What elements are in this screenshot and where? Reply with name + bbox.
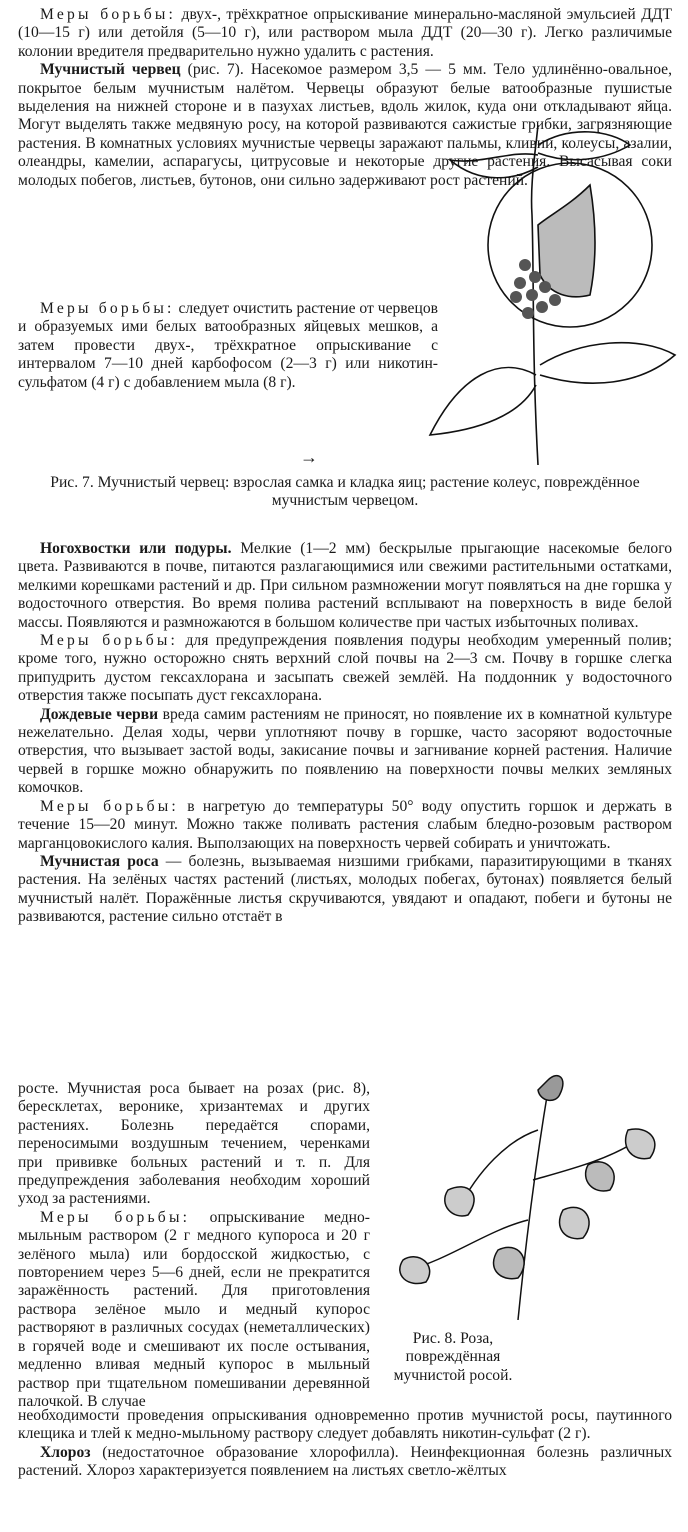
- arrow-glyph: →: [300, 447, 318, 467]
- paragraph-springtails: [18, 540, 672, 632]
- lead-phrase: Меры борьбы:: [40, 797, 179, 815]
- text-block-measures-fig7: [18, 300, 438, 392]
- text-block-middle: [18, 540, 672, 927]
- fig7-illustration: [420, 125, 682, 465]
- heading-chlorosis: Хлороз: [40, 1443, 91, 1461]
- paragraph-text: в нагретую до температуры 50° воду опустить горшок и держать в течение 15—20 минут. Можно также поливать растения слабым бледно-розовым раствором марганцовокислого калия. Выползающих на поверхность червей собирать и уничтожать.: [18, 797, 672, 852]
- paragraph-text: опрыскивание медно-мыльным раствором (2 г медного купороса и 20 г зелёного мыла) или бордосской жидкостью, с повторением через 5—6 дней, если не прекратится заражённость растений. Для приготовления раствора зелёное мыло и медный купорос растворяют в различных сосудах (неметаллических) в горячей воде и смешивают их после остывания, медленно вливая медный купорос в мыльный раствор при тщательном помешивании деревянной палочкой. В случае: [18, 1208, 370, 1410]
- fig8-caption: Рис. 8. Роза, повреждённая мучнистой росой.: [393, 1330, 513, 1384]
- paragraph-powdery-mildew-a: [18, 853, 672, 927]
- paragraph-earthworms: [18, 706, 672, 798]
- paragraph-text: росте. Мучнистая роса бывает на розах (рис. 8), бересклетах, веронике, хризантемах и других растениях. Болезнь передаётся спорами, переносимыми воздушным течением, черенками при прививке больных растений и т. п. Для предупреждения заболевания необходим хороший уход за растениями.: [18, 1080, 370, 1208]
- heading-powdery-mildew: Мучнистая роса: [40, 852, 159, 870]
- fig8-illustration: [388, 1070, 678, 1320]
- paragraph-control-measures-1: [18, 6, 672, 61]
- paragraph-powdery-mildew-b: [18, 1080, 370, 1209]
- lead-phrase: Меры борьбы:: [40, 632, 179, 650]
- paragraph-control-measures-4: [18, 798, 672, 853]
- text-block-bottom: [18, 1407, 672, 1481]
- paragraph-text: двух-, трёхкратное опрыскивание минерально-масляной эмульсией ДДТ (10—15 г) или детойля (5—10 г), или раствором мыла ДДТ (20—30 г). Легко различимые колонии вредителя предварительно нужно удалить с растения.: [18, 6, 672, 60]
- paragraph-text: (рис. 7). Насекомое размером 3,5 — 5 мм. Тело удлинённо-овальное, покрытое белым мучнистым налётом. Червецы образуют белые ватообразные пушистые выделения на нижней стороне и в пазухах листьев, вдоль жилок, куда они откладывают яйца. Могут выделять также медвяную росу, на которой развиваются сажистые грибки, загрязняющие растения. В комнатных условиях мучнистые червецы заражают пальмы, кливии, колеусы, азалии, олеандры, камелии, аспарагусы, цитрусовые и некоторые другие растения. Высасывая соки молодых побегов, листьев, бутонов, они сильно задерживают рост растений.: [18, 61, 672, 189]
- text-block-fig8: [18, 1080, 370, 1411]
- paragraph-text: вреда самим растениям не приносят, но появление их в комнатной культуре нежелательно. Делая ходы, черви уплотняют почву в горшке, часто засоряют водосточные отверстия, что вызывает застой воды, закисание почвы и загнивание корней растения. Наличие червей в горшке можно обнаружить по появлению на поверхности почвы мелких земляных комочков.: [18, 705, 673, 797]
- lead-phrase: Меры борьбы:: [40, 1208, 191, 1226]
- paragraph-text: Мелкие (1—2 мм) бескрылые прыгающие насекомые белого цвета. Развиваются в почве, питаются разлагающимися или свежими растительными остатками, мелкими корешками растений и др. При сильном размножении могут появляться на дне горшка у водосточного отверстия. Во время полива растений всплывают на поверхность в виде белой массы. Появляются и размножаются в большом количестве при частых избыточных поливах.: [18, 540, 673, 631]
- heading-springtails: Ногохвостки или подуры.: [40, 540, 232, 557]
- paragraph-control-measures-5-cont: [18, 1407, 672, 1444]
- paragraph-control-measures-5: [18, 1209, 370, 1411]
- paragraph-text: для предупреждения появления подуры необходим умеренный полив; кроме того, нужно осторожно снять верхний слой почвы на 2—3 см. Почву в горшке слегка припудрить дустом гексахлорана и засыпать свежей землёй. На поддонник у водосточного отверстия также посыпать дуст гексахлорана.: [18, 632, 672, 705]
- paragraph-text: — болезнь, вызываемая низшими грибками, паразитирующими в тканях растения. На зелёных частях растений (листьях, молодых побегах, бутонах) появляется белый мучнистый налёт. Поражённые листья скручиваются, увядают и опадают, побеги и бутоны не развиваются, растение сильно отстаёт в: [18, 852, 672, 926]
- paragraph-text: (недостаточное образование хлорофилла). Неинфекционная болезнь различных растений. Хлороз характеризуется появлением на листьях светло-жёлтых: [18, 1443, 672, 1480]
- heading-mealybug: Мучнистый червец: [40, 61, 181, 79]
- paragraph-chlorosis: [18, 1444, 672, 1481]
- paragraph-control-measures-2: [18, 300, 438, 392]
- fig7-caption: Рис. 7. Мучнистый червец: взрослая самка и кладка яиц; растение колеус, повреждённое мучнистым червецом.: [50, 474, 640, 510]
- lead-phrase: Меры борьбы:: [40, 300, 175, 317]
- paragraph-text: необходимости проведения опрыскивания одновременно против мучнистой росы, паутинного клещика и тлей к медно-мыльному раствору следует добавлять никотин-сульфат (2 г).: [18, 1407, 672, 1443]
- heading-earthworms: Дождевые черви: [40, 705, 159, 723]
- lead-phrase: Меры борьбы:: [40, 6, 177, 23]
- paragraph-control-measures-3: [18, 632, 672, 706]
- paragraph-text: следует очистить растение от червецов и образуемых ими белых ватообразных яйцевых мешков, а затем провести двух-, трёхкратное опрыскивание с интервалом 7—10 дней карбофосом (2—3 г) или никотин-сульфатом (4 г) с добавлением мыла (8 г).: [18, 300, 438, 391]
